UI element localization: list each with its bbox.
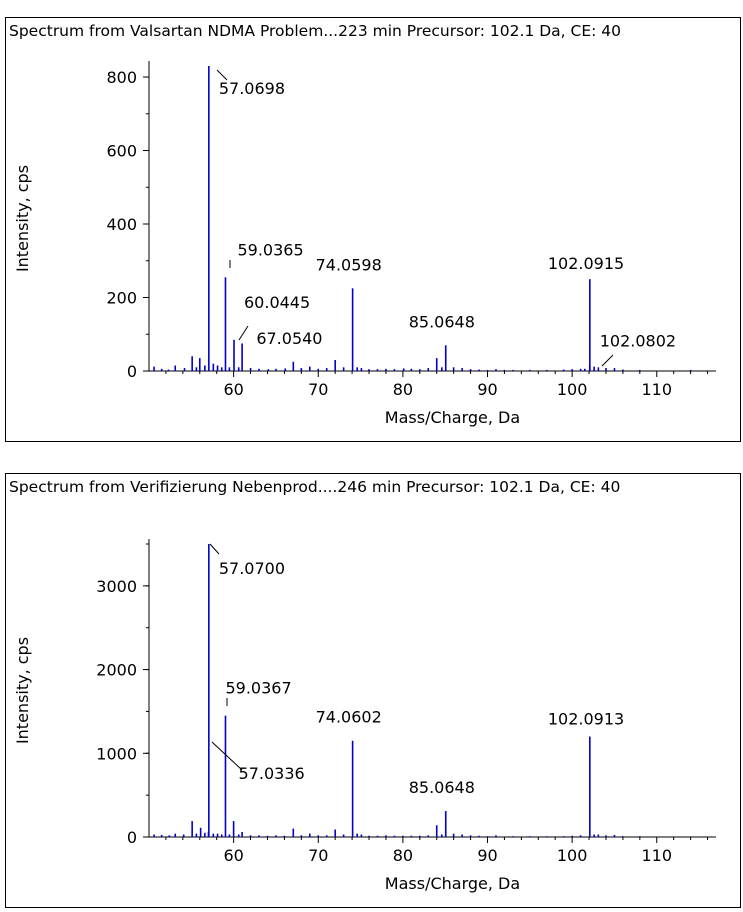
y-tick-label: 0	[126, 362, 137, 381]
y-tick-label: 2000	[96, 660, 137, 680]
peak-label: 59.0367	[225, 678, 292, 698]
x-axis-label: Mass/Charge, Da	[384, 408, 521, 427]
peak-label-leader	[212, 742, 242, 770]
peak-label-leader	[210, 544, 219, 554]
y-tick-label: 1000	[96, 744, 137, 764]
x-tick-label: 90	[477, 380, 498, 399]
y-tick-label: 400	[106, 215, 137, 235]
spectrum-panel-1	[5, 17, 741, 442]
spectrum-chart-2	[6, 474, 740, 907]
y-tick-label: 3000	[96, 576, 137, 596]
spectrum-title-1: Spectrum from Valsartan NDMA Problem...223 min Precursor: 102.1 Da, CE: 40	[9, 22, 622, 40]
x-tick-label: 100	[556, 380, 588, 399]
peak-label: 102.0802	[599, 331, 677, 351]
x-tick-label: 80	[392, 380, 414, 399]
peak-label: 74.0602	[315, 707, 382, 727]
y-tick-label: 0	[126, 828, 137, 847]
x-tick-label: 100	[556, 846, 588, 865]
x-tick-label: 90	[477, 846, 498, 865]
y-tick-label: 200	[106, 288, 137, 308]
spectrum-title-2: Spectrum from Verifizierung Nebenprod....246 min Precursor: 102.1 Da, CE: 40	[9, 478, 621, 496]
x-tick-label: 60	[223, 380, 244, 399]
x-tick-label: 70	[308, 846, 329, 865]
peak-label: 57.0698	[218, 79, 286, 98]
y-axis-label: Intensity, cps	[13, 164, 32, 273]
peak-label: 60.0445	[244, 292, 311, 312]
peak-label-leader	[602, 355, 613, 366]
peak-label: 67.0540	[256, 328, 323, 348]
x-tick-label: 70	[308, 380, 329, 399]
peak-label: 74.0598	[315, 255, 382, 275]
x-tick-label: 60	[223, 846, 244, 865]
peak-label: 102.0915	[547, 254, 625, 274]
x-tick-label: 110	[641, 846, 673, 865]
spectrum-panel-2	[5, 473, 741, 908]
peak-label: 59.0365	[237, 240, 304, 260]
peak-label: 102.0913	[547, 709, 625, 729]
x-tick-label: 110	[641, 380, 673, 399]
spectrum-chart-1	[6, 18, 740, 441]
x-tick-label: 80	[392, 846, 414, 865]
x-axis-label: Mass/Charge, Da	[384, 874, 521, 893]
peak-label-leader	[239, 326, 248, 340]
y-tick-label: 800	[106, 68, 137, 88]
peak-label: 85.0648	[408, 778, 475, 798]
peak-label: 57.0700	[218, 559, 286, 578]
peak-label: 85.0648	[408, 312, 475, 332]
peak-label: 57.0336	[238, 763, 305, 783]
y-axis-label: Intensity, cps	[13, 636, 32, 745]
y-tick-label: 600	[106, 141, 137, 161]
